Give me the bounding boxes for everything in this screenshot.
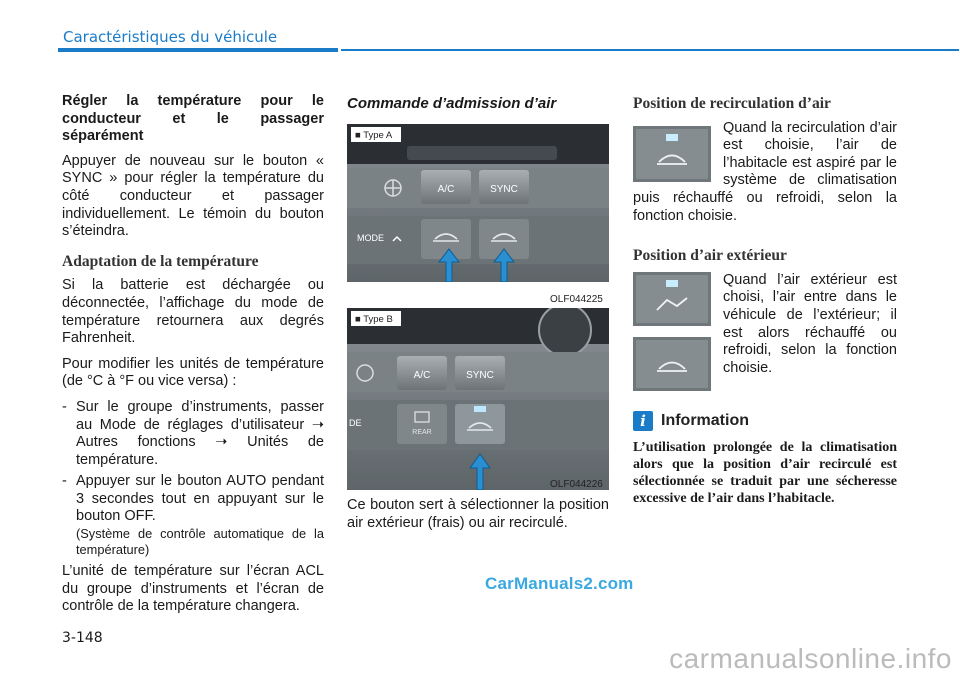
figure-type-b	[347, 308, 609, 490]
ac-label: A/C	[437, 184, 455, 195]
recirc-button-icon	[633, 126, 711, 182]
fresh-air-thumbs	[633, 272, 711, 397]
recirc-off-icon	[633, 337, 711, 391]
header-bar	[58, 48, 338, 52]
list-text	[76, 473, 324, 557]
information-title: Information	[661, 412, 749, 430]
figure-code-a: OLF044225	[550, 294, 603, 305]
list-dash: -	[62, 398, 67, 415]
fresh-air-block	[633, 272, 897, 401]
heading-air-intake: Commande d’admission d’air	[347, 95, 557, 112]
paragraph-recirculation: Quand la recirculation d’air est choisie, l’air de l’habitacle est aspiré par le système de climatisation puis réchauffé ou refroidi, selon la fonction choisie.	[633, 119, 897, 224]
paragraph-fresh-air: Quand l’air extérieur est choisi, l’air entre dans le véhicule de l’extérieur; il est alors réchauffé ou refroidi, selon la fonction choisie.	[723, 271, 897, 376]
info-icon: i	[633, 411, 653, 431]
information-text: L’utilisation prolongée de la climatisation alors que la position d’air recirculé est sélectionnée se traduit par une sécheresse excessive de l’air dans l’habitacle.	[633, 439, 897, 506]
paragraph-sync: Appuyer de nouveau sur le bouton « SYNC » pour régler la température du côté conducteur et passager individuellement. Le témoin du bouton s’éteindra.	[62, 152, 324, 240]
defrost-label: DE	[349, 418, 362, 428]
list-item	[62, 399, 324, 469]
section-title: Caractéristiques du véhicule	[63, 28, 278, 46]
page-number: 3-148	[62, 630, 103, 646]
list-text-note: (Système de contrôle automatique de la température)	[76, 526, 324, 557]
list-item	[62, 473, 324, 557]
paragraph-battery: Si la batterie est déchargée ou déconnectée, l’affichage du mode de température retournera aux degrés Fahrenheit.	[62, 277, 324, 347]
list-dash: -	[62, 473, 67, 490]
sync-label: SYNC	[490, 184, 518, 195]
sync-label: SYNC	[466, 370, 494, 381]
information-header	[633, 411, 897, 431]
type-b-label: ■ Type B	[355, 314, 393, 325]
column-right	[633, 95, 897, 507]
fresh-air-button-icon	[633, 272, 711, 326]
watermark: CarManuals2.com	[485, 574, 634, 593]
ac-label: A/C	[413, 370, 431, 381]
column-left	[62, 93, 324, 624]
list-text: Sur le groupe d’instruments, passer au Mode de réglages d’utilisateur ➝ Autres fonctions ➝ Unités de température.	[76, 398, 324, 468]
header-rule	[341, 49, 959, 51]
indicator-light	[474, 406, 486, 412]
site-watermark: carmanualsonline.info	[669, 643, 952, 674]
heading-separate-temperature: Régler la température pour le conducteur et le passager séparément	[62, 93, 324, 145]
mode-label: MODE	[357, 233, 384, 243]
paragraph-lcd: L’unité de température sur l’écran ACL du groupe d’instruments et l’écran de contrôle de la température changera.	[62, 563, 324, 615]
rear-defrost-button	[397, 404, 447, 444]
paragraph-units: Pour modifier les unités de température (de °C à °F ou vice versa) :	[62, 355, 324, 390]
heading-temperature-adaptation: Adaptation de la température	[62, 252, 259, 270]
control-panel-image-a	[347, 124, 609, 282]
heading-fresh-air: Position d’air extérieur	[633, 247, 787, 265]
heading-recirculation: Position de recirculation d’air	[633, 95, 831, 112]
figure-type-a	[347, 124, 609, 282]
paragraph-air-intake: Ce bouton sert à sélectionner la position air extérieur (frais) ou air recirculé.	[347, 497, 609, 531]
list-text-main: Appuyer sur le bouton AUTO pendant 3 secondes tout en appuyant sur le bouton OFF.	[76, 473, 324, 525]
figure-code-b: OLF044226	[550, 479, 603, 490]
type-a-label: ■ Type A	[355, 130, 393, 141]
control-panel-image-b	[347, 308, 609, 490]
recirc-block	[633, 120, 897, 234]
rear-label: REAR	[412, 429, 432, 436]
temperature-knob	[539, 308, 591, 356]
